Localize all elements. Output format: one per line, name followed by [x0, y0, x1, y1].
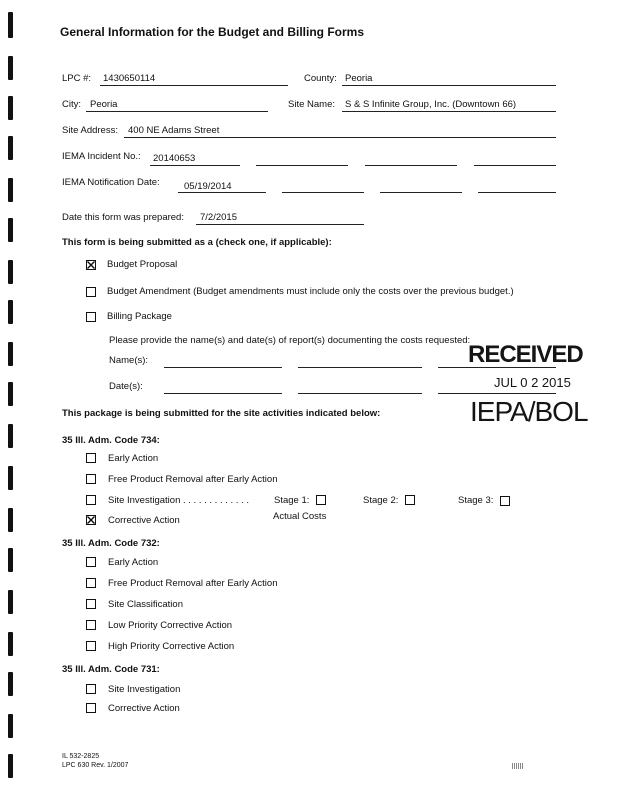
names-line[interactable]	[164, 367, 282, 368]
c732-high-priority-checkbox[interactable]	[86, 641, 96, 651]
actual-costs-label: Actual Costs	[273, 511, 327, 522]
c732-high-priority-label: High Priority Corrective Action	[108, 641, 235, 652]
stage2-checkbox[interactable]	[405, 495, 415, 505]
stage1-checkbox[interactable]	[316, 495, 326, 505]
city-label: City:	[62, 99, 81, 110]
iema-notification-label: IEMA Notification Date:	[62, 177, 160, 188]
city-value[interactable]: Peoria	[90, 99, 118, 110]
scan-margin-bar	[8, 218, 13, 242]
activities-heading: This package is being submitted for the site activities indicated below:	[62, 408, 381, 419]
c732-free-product-checkbox[interactable]	[86, 578, 96, 588]
received-stamp-office: IEPA/BOL	[470, 396, 588, 427]
county-label: County:	[304, 73, 337, 84]
budget-amendment-checkbox[interactable]	[86, 287, 96, 297]
scan-margin-bar	[8, 12, 13, 38]
c731-site-investigation-label: Site Investigation	[108, 684, 181, 695]
scan-margin-bar	[8, 96, 13, 120]
site-address-value[interactable]: 400 NE Adams Street	[128, 125, 220, 136]
c734-corrective-action-checkbox[interactable]	[86, 515, 96, 525]
site-name-underline	[342, 111, 556, 112]
budget-amendment-label: Budget Amendment (Budget amendments must include only the costs over the previous budget.)	[107, 286, 514, 297]
c734-free-product-checkbox[interactable]	[86, 474, 96, 484]
code-734-heading: 35 Ill. Adm. Code 734:	[62, 435, 160, 446]
scan-margin-bar	[8, 590, 13, 614]
c734-site-investigation-checkbox[interactable]	[86, 495, 96, 505]
c732-early-action-label: Early Action	[108, 557, 159, 568]
code-731-heading: 35 Ill. Adm. Code 731:	[62, 664, 160, 675]
scan-margin-bar	[8, 424, 13, 448]
c732-site-classification-checkbox[interactable]	[86, 599, 96, 609]
checkbox-x-mark	[86, 260, 96, 270]
lpc-underline	[100, 85, 288, 86]
date-prepared-label: Date this form was prepared:	[62, 212, 184, 223]
stage2-label: Stage 2:	[363, 495, 399, 506]
c732-low-priority-checkbox[interactable]	[86, 620, 96, 630]
scan-margin-bar	[8, 466, 13, 490]
c734-early-action-label: Early Action	[108, 453, 159, 464]
budget-proposal-checkbox[interactable]	[86, 260, 96, 270]
c734-early-action-checkbox[interactable]	[86, 453, 96, 463]
c732-free-product-label: Free Product Removal after Early Action	[108, 578, 278, 589]
scan-margin-bar	[8, 382, 13, 406]
dates-line[interactable]	[438, 393, 556, 394]
page-title: General Information for the Budget and Billing Forms	[60, 25, 365, 39]
stage3-checkbox[interactable]	[500, 496, 510, 506]
county-underline	[342, 85, 556, 86]
iema-notification-extra-line	[282, 192, 364, 193]
received-stamp: RECEIVED	[468, 341, 583, 368]
iema-incident-extra-line	[256, 165, 348, 166]
scan-margin-bar	[8, 342, 13, 366]
iema-notification-underline	[178, 192, 266, 193]
scan-margin-bar	[8, 632, 13, 656]
iema-incident-extra-line	[365, 165, 457, 166]
code-732-heading: 35 Ill. Adm. Code 732:	[62, 538, 160, 549]
c731-corrective-action-label: Corrective Action	[108, 703, 180, 714]
iema-notification-extra-line	[380, 192, 462, 193]
lpc-label: LPC #:	[62, 73, 92, 84]
billing-instructions: Please provide the name(s) and date(s) of report(s) documenting the costs requested:	[109, 335, 471, 346]
iema-notification-value[interactable]: 05/19/2014	[184, 181, 232, 192]
scan-margin-bar	[8, 56, 13, 80]
scan-margin-bar	[8, 714, 13, 738]
city-underline	[86, 111, 268, 112]
c732-low-priority-label: Low Priority Corrective Action	[108, 620, 233, 631]
site-name-value[interactable]: S & S Infinite Group, Inc. (Downtown 66)	[345, 99, 517, 110]
c732-site-classification-label: Site Classification	[108, 599, 183, 610]
iema-incident-label: IEMA Incident No.:	[62, 151, 141, 162]
billing-package-checkbox[interactable]	[86, 312, 96, 322]
scan-margin-bar	[8, 178, 13, 202]
barcode-mark	[512, 763, 524, 769]
iema-incident-extra-line	[474, 165, 556, 166]
scan-margin-bar	[8, 754, 13, 778]
scan-margin-bar	[8, 136, 13, 160]
stage1-label: Stage 1:	[274, 495, 310, 506]
dates-label: Date(s):	[109, 381, 143, 392]
submitted-as-heading: This form is being submitted as a (check one, if applicable):	[62, 237, 332, 248]
scan-margin-bar	[8, 300, 13, 324]
names-label: Name(s):	[109, 355, 149, 366]
footer-revision: LPC 630 Rev. 1/2007	[62, 762, 129, 769]
c734-free-product-label: Free Product Removal after Early Action	[108, 474, 278, 485]
received-stamp-date: JUL 0 2 2015	[494, 375, 571, 390]
site-name-label: Site Name:	[288, 99, 335, 110]
c734-site-investigation-label: Site Investigation . . . . . . . . . . . . .	[108, 495, 249, 506]
scan-margin-bar	[8, 548, 13, 572]
footer-form-number: IL 532-2825	[62, 753, 100, 760]
date-prepared-underline	[196, 224, 364, 225]
stage3-label: Stage 3:	[458, 495, 494, 506]
scan-margin-bar	[8, 260, 13, 284]
budget-proposal-label: Budget Proposal	[107, 259, 178, 270]
site-address-label: Site Address:	[62, 125, 118, 136]
scan-margin-bar	[8, 508, 13, 532]
iema-notification-extra-line	[478, 192, 556, 193]
lpc-value[interactable]: 1430650114	[103, 73, 156, 84]
iema-incident-underline	[150, 165, 240, 166]
iema-incident-value[interactable]: 20140653	[153, 153, 196, 164]
c734-corrective-action-label: Corrective Action	[108, 515, 180, 526]
date-prepared-value[interactable]: 7/2/2015	[200, 212, 237, 223]
dates-line[interactable]	[164, 393, 282, 394]
c732-early-action-checkbox[interactable]	[86, 557, 96, 567]
names-line[interactable]	[298, 367, 422, 368]
scan-margin-bar	[8, 672, 13, 696]
checkbox-x-mark	[86, 515, 96, 525]
site-address-underline	[124, 137, 556, 138]
billing-package-label: Billing Package	[107, 311, 172, 322]
c731-site-investigation-checkbox[interactable]	[86, 684, 96, 694]
county-value[interactable]: Peoria	[345, 73, 373, 84]
c731-corrective-action-checkbox[interactable]	[86, 703, 96, 713]
dates-line[interactable]	[298, 393, 422, 394]
